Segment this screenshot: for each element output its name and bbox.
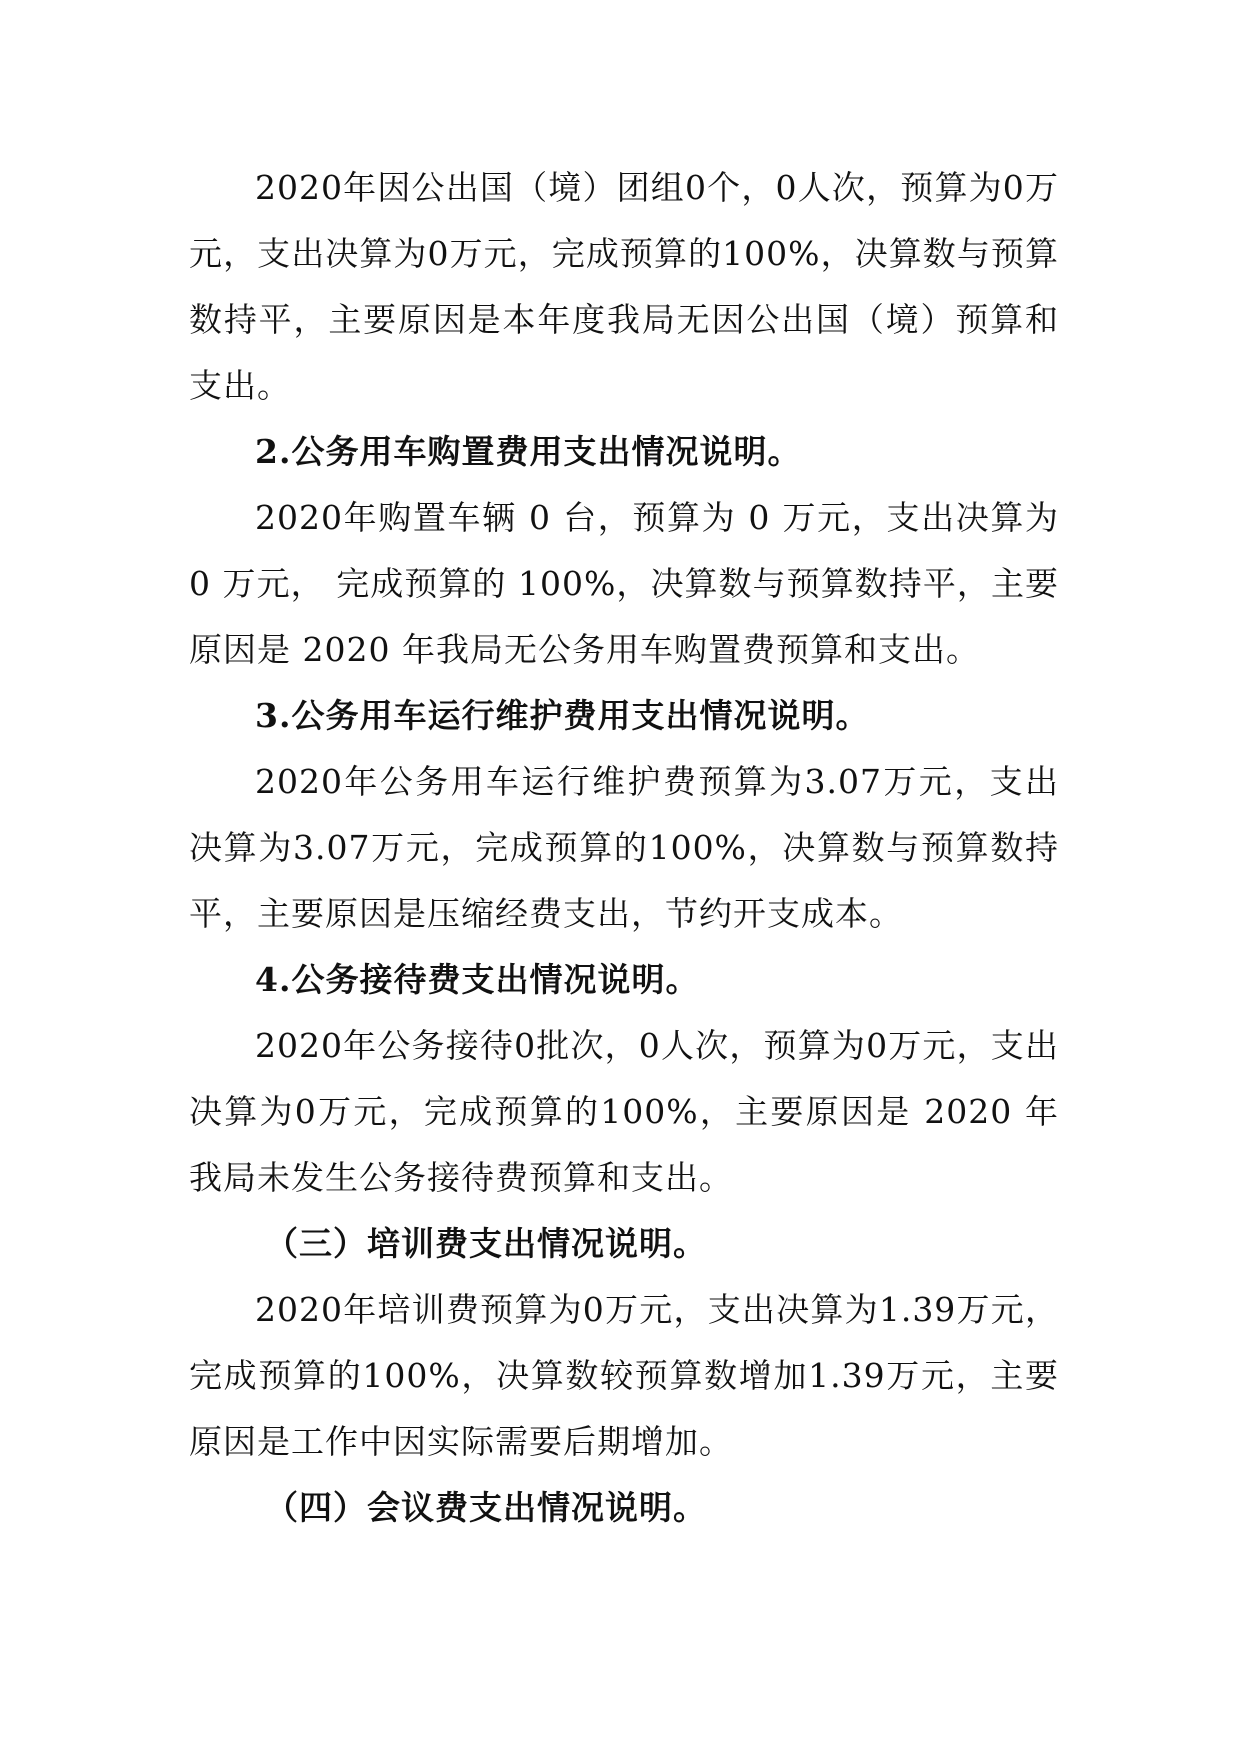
- paragraph-reception: 2020年公务接待0批次，0人次，预算为0万元，支出决算为0万元，完成预算的100%，主要原因是 2020 年我局未发生公务接待费预算和支出。: [189, 1026, 1059, 1197]
- paragraph-vehicle-maintenance: 2020年公务用车运行维护费预算为3.07万元，支出决算为3.07万元，完成预算的100%，决算数与预算数持平，主要原因是压缩经费支出，节约开支成本。: [189, 762, 1059, 933]
- paragraph-training: 2020年培训费预算为0万元，支出决算为1.39万元，完成预算的100%，决算数较预算数增加1.39万元，主要原因是工作中因实际需要后期增加。: [189, 1290, 1059, 1461]
- paragraph-vehicle-purchase: 2020年购置车辆 0 台，预算为 0 万元，支出决算为 0 万元， 完成预算的 100%，决算数与预算数持平，主要原因是 2020 年我局无公务用车购置费预算和支出。: [189, 498, 1059, 669]
- heading-vehicle-maintenance: 3.公务用车运行维护费用支出情况说明。: [255, 696, 870, 735]
- heading-reception: 4.公务接待费支出情况说明。: [255, 960, 700, 999]
- heading-meeting: （四）会议费支出情况说明。: [265, 1488, 707, 1527]
- heading-training: （三）培训费支出情况说明。: [265, 1224, 707, 1263]
- heading-vehicle-purchase: 2.公务用车购置费用支出情况说明。: [255, 432, 802, 471]
- document-body: [189, 155, 1059, 1541]
- paragraph-overseas-visits: 2020年因公出国（境）团组0个，0人次，预算为0万元，支出决算为0万元，完成预算的100%，决算数与预算数持平，主要原因是本年度我局无因公出国（境）预算和支出。: [189, 168, 1059, 405]
